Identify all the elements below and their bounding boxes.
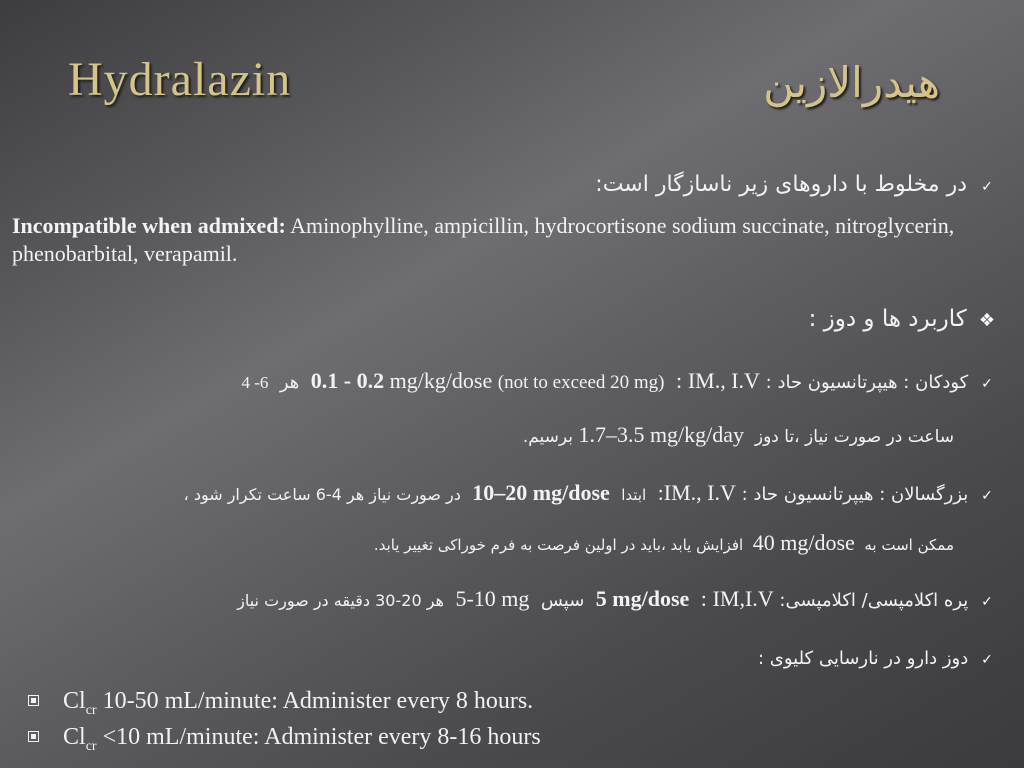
child-hours: ساعت در صورت نیاز ،تا دوز bbox=[754, 427, 954, 447]
checkmark-icon: ✓ bbox=[981, 652, 993, 668]
adult-start: ابتدا bbox=[621, 486, 647, 504]
renal-item-text: <10 mL/minute: Administer every 8-16 hours bbox=[96, 724, 541, 750]
uses-heading: کاربرد ها و دوز : bbox=[808, 306, 967, 332]
square-bullet-icon bbox=[28, 695, 39, 706]
preeclampsia-label: پره اکلامپسی/ اکلامپسی: bbox=[779, 590, 969, 611]
adult-label: بزرگسالان : هیپرتانسیون حاد : bbox=[741, 484, 969, 505]
renal-item-1: $Cl_{cr}$ 10-50 mL/minute: Administer every 8 hours. bbox=[28, 688, 533, 719]
preeclampsia-dose2: 5-10 mg bbox=[455, 586, 530, 611]
incompat-fa-text: در مخلوط با داروهای زیر ناسازگار است: bbox=[595, 172, 967, 197]
renal-item-2: $Cl_{cr} <10$ mL/minute: Administer every 8-16 hours bbox=[28, 724, 541, 755]
child-end: برسیم. bbox=[522, 427, 574, 447]
checkmark-icon: ✓ bbox=[981, 179, 993, 195]
adult-line-2 bbox=[374, 530, 954, 556]
incompat-fa-line bbox=[595, 172, 1000, 197]
checkmark-icon: ✓ bbox=[981, 594, 993, 610]
preeclampsia-line: ✓ پره اکلامپسی/ اکلامپسی: IM,I.V : 5 mg/dose سپس 5-10 mg هر 20-30 دقیقه در صورت نیاز bbox=[237, 586, 1000, 612]
incompat-en-block bbox=[12, 212, 972, 268]
preeclampsia-dose: 5 mg/dose bbox=[595, 586, 690, 611]
child-label: کودکان : هیپرتانسیون حاد : bbox=[765, 372, 969, 393]
preeclampsia-then: سپس bbox=[540, 590, 585, 611]
child-route: IM., I.V bbox=[687, 368, 760, 393]
adult-route: IM., I.V bbox=[663, 480, 736, 505]
renal-item-text: 10-50 mL/minute: Administer every 8 hours. bbox=[96, 688, 534, 714]
square-bullet-icon bbox=[28, 731, 39, 742]
uses-heading-line bbox=[809, 306, 1000, 332]
title-persian: هیدرالازین bbox=[763, 58, 940, 107]
adult-line-1: ✓ بزرگسالان : هیپرتانسیون حاد : IM., I.V: ابتدا 10–20 mg/dose در صورت نیاز هر 4-6 ساعت تکرار شود ، bbox=[184, 480, 1000, 506]
diamond-bullet-icon: ❖ bbox=[978, 310, 996, 331]
checkmark-icon: ✓ bbox=[981, 376, 993, 392]
adult-line2-start: ممکن است به bbox=[864, 536, 954, 554]
title-english: Hydralazin bbox=[68, 53, 292, 106]
child-daily-dose: 1.7–3.5 mg/kg/day bbox=[578, 422, 745, 447]
child-colon: : bbox=[675, 368, 683, 393]
child-interval: 4 -6 bbox=[241, 373, 269, 392]
renal-heading: دوز دارو در نارسایی کلیوی : bbox=[757, 648, 969, 669]
incompat-en-text: Aminophylline, ampicillin, hydrocortisone sodium succinate, nitroglycerin, phenobarbital, verapamil. bbox=[12, 213, 955, 266]
child-line-1 bbox=[242, 368, 1001, 394]
renal-heading-line bbox=[758, 648, 1000, 669]
child-dose: 0.1 - 0.2 mg/kg/dose (not to exceed 20 mg) bbox=[310, 368, 665, 393]
adult-line2-end: افزایش یابد ،باید در اولین فرصت به فرم خوراکی تغییر یابد. bbox=[373, 536, 744, 554]
preeclampsia-route: IM,I.V bbox=[712, 586, 774, 611]
incompat-en-label: Incompatible when admixed: bbox=[12, 213, 286, 238]
adult-rest: در صورت نیاز هر 4-6 ساعت تکرار شود ، bbox=[183, 485, 461, 504]
child-line-2 bbox=[523, 422, 954, 448]
adult-dose: 10–20 mg/dose bbox=[472, 480, 610, 505]
checkmark-icon: ✓ bbox=[981, 488, 993, 504]
preeclampsia-rest: هر 20-30 دقیقه در صورت نیاز bbox=[237, 591, 444, 610]
child-every: هر bbox=[279, 372, 300, 393]
adult-max-dose: 40 mg/dose bbox=[752, 530, 855, 555]
